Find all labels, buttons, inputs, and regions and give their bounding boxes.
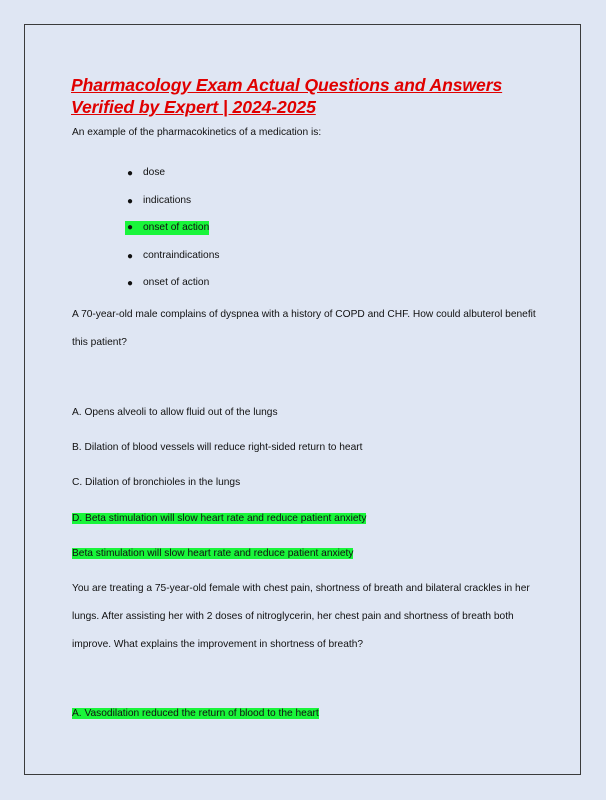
- option-contraindications: [125, 250, 219, 261]
- option-label: indications: [143, 194, 192, 206]
- question-3-answer-a-highlighted: [72, 707, 319, 721]
- bullet-icon: ●: [127, 222, 134, 234]
- bullet-icon: ●: [127, 195, 134, 207]
- question-2-answer-b: B. Dilation of blood vessels will reduce right-sided return to heart: [72, 442, 363, 453]
- option-label: onset of action: [143, 222, 210, 234]
- list-item: [125, 217, 219, 245]
- bullet-icon: ●: [127, 250, 134, 262]
- question-1-text: An example of the pharmacokinetics of a medication is:: [72, 127, 322, 138]
- option-onset-of-action: [125, 277, 209, 288]
- question-3-text-line-2: lungs. After assisting her with 2 doses of nitroglycerin, her chest pain and shortness of breath both: [72, 611, 514, 622]
- option-onset-of-action-highlighted: [125, 221, 209, 235]
- question-2-answer-a: A. Opens alveoli to allow fluid out of the lungs: [72, 407, 278, 418]
- option-dose: [125, 167, 165, 178]
- document-page: [24, 24, 581, 775]
- option-label: dose: [143, 167, 166, 178]
- question-2-answer-d-highlighted: [72, 512, 366, 526]
- bullet-icon: ●: [127, 168, 134, 179]
- highlighted-answer: D. Beta stimulation will slow heart rate and reduce patient anxiety: [72, 513, 367, 524]
- question-3-text-line-3: improve. What explains the improvement in shortness of breath?: [72, 639, 364, 650]
- list-item: [125, 190, 219, 218]
- question-3-text-line-1: You are treating a 75-year-old female with chest pain, shortness of breath and bilateral crackles in her: [72, 583, 530, 594]
- question-2-answer-c: C. Dilation of bronchioles in the lungs: [72, 477, 241, 488]
- highlighted-answer: A. Vasodilation reduced the return of blood to the heart: [72, 708, 319, 719]
- bullet-icon: ●: [127, 278, 134, 290]
- option-label: onset of action: [143, 277, 210, 289]
- option-label: contraindications: [143, 249, 220, 261]
- list-item: [125, 272, 219, 300]
- document-title: Pharmacology Exam Actual Questions and Answers Verified by Expert | 2024-2025: [71, 75, 503, 117]
- question-1-options: [125, 162, 219, 300]
- list-item: [125, 162, 219, 190]
- highlighted-answer: Beta stimulation will slow heart rate and reduce patient anxiety: [72, 548, 354, 559]
- option-indications: [125, 195, 191, 206]
- list-item: [125, 245, 219, 273]
- question-2-confirmed-answer: [72, 547, 353, 561]
- question-2-text-line-2: this patient?: [72, 337, 127, 348]
- question-2-text-line-1: A 70-year-old male complains of dyspnea with a history of COPD and CHF. How could albuterol benefit: [72, 309, 536, 320]
